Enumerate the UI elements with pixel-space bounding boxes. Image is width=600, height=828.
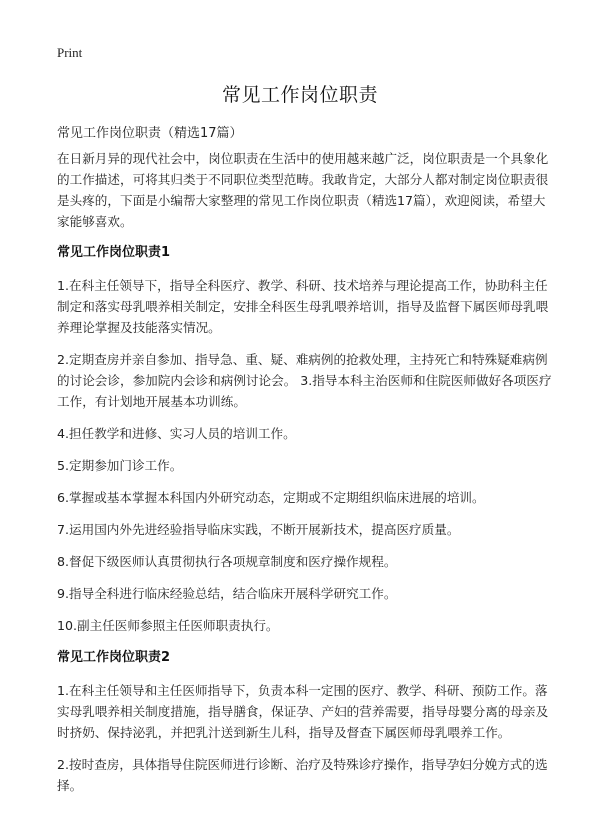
list-item: 7.运用国内外先进经验指导临床实践，不断开展新技术，提高医疗质量。	[57, 522, 460, 537]
intro-paragraph: 在日新月异的现代社会中，岗位职责在生活中的使用越来越广泛，岗位职责是一个具象化的工作描述，可将其归类于不同职位类型范畴。我敢肯定，大部分人都对制定岗位职责很是头疼的，下面是小编帮大家整理的常见工作岗位职责（精选17篇），欢迎阅读，希望大家能够喜欢。	[57, 151, 549, 229]
list-item: 2.按时查房，具体指导住院医师进行诊断、治疗及特殊诊疗操作，指导孕妇分娩方式的选择。	[57, 757, 548, 793]
list-item: 1.在科主任领导和主任医师指导下，负责本科一定围的医疗、教学、科研、预防工作。落实母乳喂养相关制度措施，指导膳食，保证孕、产妇的营养需要，指导母婴分离的母亲及时挤奶、保持泌乳，并把乳汁送到新生儿科，指导及督查下属医师母乳喂养工作。	[57, 683, 549, 740]
list-item: 9.指导全科进行临床经验总结，结合临床开展科学研究工作。	[57, 586, 397, 601]
list-item: 5.定期参加门诊工作。	[57, 458, 183, 473]
section-heading: 常见工作岗位职责1	[57, 245, 171, 260]
section-1	[57, 242, 556, 636]
list-item: 4.担任教学和进修、实习人员的培训工作。	[57, 426, 296, 441]
list-item: 6.掌握或基本掌握本科国内外研究动态，定期或不定期组织临床进展的培训。	[57, 490, 485, 505]
page-subtitle: 常见工作岗位职责（精选17篇）	[57, 126, 243, 141]
list-item: 2.定期查房并亲自参加、指导急、重、疑、难病例的抢救处理，主持死亡和特殊疑难病例的讨论会诊，参加院内会诊和病例讨论会。 3.指导本科主治医师和住院医师做好各项医疗工作，有计划地开展基本功训练。	[57, 352, 552, 409]
list-item: 1.在科主任领导下，指导全科医疗、教学、科研、技术培养与理论提高工作，协助科主任制定和落实母乳喂养相关制定，安排全科医生母乳喂养培训，指导及监督下属医师母乳喂养理论掌握及技能落实情况。	[57, 278, 549, 335]
page-title: 常见工作岗位职责	[221, 84, 378, 106]
section-heading: 常见工作岗位职责2	[57, 650, 171, 665]
list-item: 10.副主任医师参照主任医师职责执行。	[57, 618, 279, 633]
section-2	[57, 647, 556, 796]
print-link[interactable]: Print	[57, 45, 83, 60]
list-item: 8.督促下级医师认真贯彻执行各项规章制度和医疗操作规程。	[57, 554, 397, 569]
article-body	[57, 148, 556, 807]
